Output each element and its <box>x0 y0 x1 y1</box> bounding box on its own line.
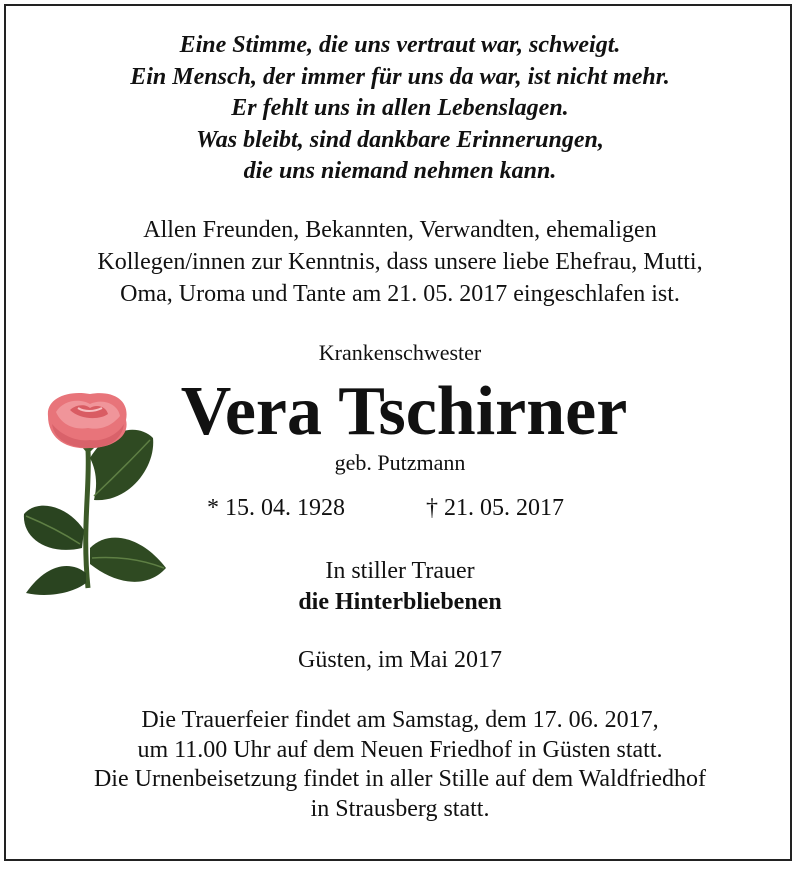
funeral-line: Die Urnenbeisetzung findet in aller Stille auf dem Waldfriedhof <box>93 766 707 792</box>
maiden-name: geb. Putzmann <box>334 450 466 475</box>
poem-line: Er fehlt uns in allen Lebenslagen. <box>231 95 569 121</box>
mourners: die Hinterbliebenen <box>298 589 502 615</box>
birth-date: * 15. 04. 1928 <box>207 495 345 521</box>
funeral-info <box>0 706 800 824</box>
funeral-line: um 11.00 Uhr auf dem Neuen Friedhof in Güsten statt. <box>137 736 663 763</box>
memorial-poem <box>0 30 800 188</box>
announcement-line: Kollegen/innen zur Kenntnis, dass unsere liebe Ehefrau, Mutti, <box>97 249 703 275</box>
place-date: Güsten, im Mai 2017 <box>298 647 502 673</box>
announcement-line: Oma, Uroma und Tante am 21. 05. 2017 eingeschlafen ist. <box>120 281 680 307</box>
mourning-line: In stiller Trauer <box>325 558 475 584</box>
poem-line: die uns niemand nehmen kann. <box>243 158 557 184</box>
funeral-line: Die Trauerfeier findet am Samstag, dem 17. 06. 2017, <box>141 707 659 733</box>
rose-stem <box>86 450 89 588</box>
death-date: † 21. 05. 2017 <box>426 495 564 521</box>
announcement-line: Allen Freunden, Bekannten, Verwandten, ehemaligen <box>143 217 657 243</box>
rose-icon <box>18 388 168 600</box>
poem-line: Ein Mensch, der immer für uns da war, ist nicht mehr. <box>130 63 670 90</box>
announcement-text <box>0 214 800 310</box>
deceased-name: Vera Tschirner <box>180 373 628 450</box>
rose-leaf <box>26 566 86 595</box>
poem-line: Eine Stimme, die uns vertraut war, schweigt. <box>179 32 621 58</box>
profession: Krankenschwester <box>318 340 482 365</box>
funeral-line: in Strausberg statt. <box>310 795 490 822</box>
poem-line: Was bleibt, sind dankbare Erinnerungen, <box>196 126 604 153</box>
rose-leaf <box>90 538 166 582</box>
rose-leaf <box>24 506 84 550</box>
